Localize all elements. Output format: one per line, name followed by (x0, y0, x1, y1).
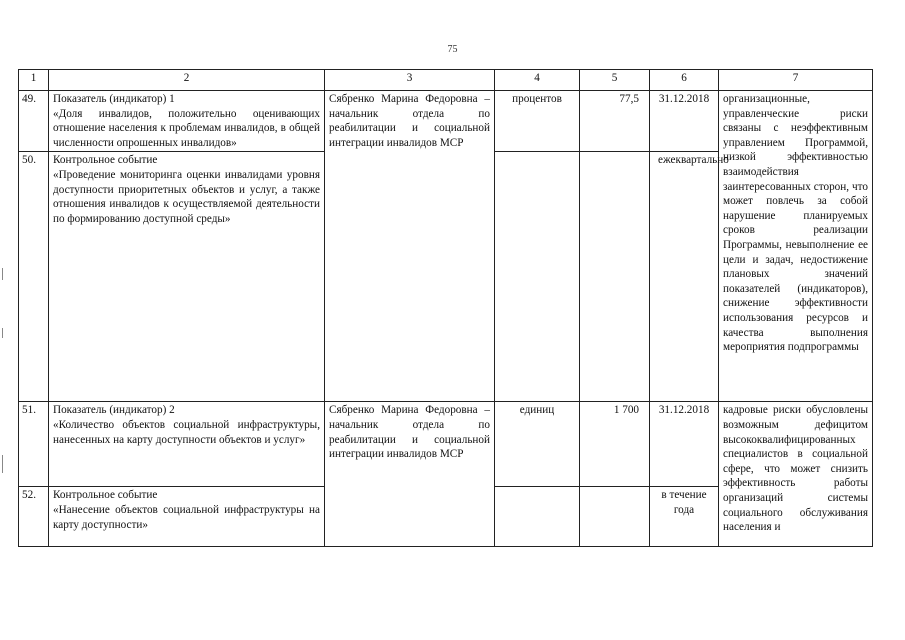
value-cell: 77,5 (580, 91, 650, 152)
margin-mark (2, 268, 3, 280)
deadline-cell: в течение года (650, 487, 719, 547)
deadline-cell: 31.12.2018 (650, 402, 719, 487)
unit-cell: единиц (495, 402, 580, 487)
row-number: 49. (19, 91, 49, 152)
value-cell (580, 152, 650, 402)
table-header-row (19, 70, 873, 91)
row-type: Показатель (индикатор) 1 (53, 93, 175, 105)
value-cell (580, 487, 650, 547)
column-header: 7 (719, 70, 873, 91)
row-text: «Нанесение объектов социальной инфраструктуры на карту доступности» (53, 503, 320, 531)
responsible-person: Сябренко Марина Федоровна – начальник отдела по реабилитации и социальной интеграции инвалидов МСР (325, 91, 495, 402)
table-row (19, 402, 873, 487)
row-description (49, 402, 325, 487)
row-description (49, 91, 325, 152)
column-header: 1 (19, 70, 49, 91)
row-type: Контрольное событие (53, 154, 158, 167)
row-type: Контрольное событие (53, 489, 158, 502)
column-header: 3 (325, 70, 495, 91)
risks-cell: организационные, управленческие риски связаны с неэффективным управлением Программой, низкой эффективностью взаимодействия заинтересованных сторон, что может повлечь за собой нарушение планируемых сроков реализации Программы, невыполнение ее цели и задач, недостижение плановых значений показателей (индикаторов), снижение эффективности использования ресурсов и качества выполнения мероприятия подпрограммы (719, 91, 873, 402)
deadline-cell: 31.12.2018 (650, 91, 719, 152)
row-text: «Проведение мониторинга оценки инвалидами уровня доступности приоритетных объектов и услуг, а также отношения инвалидов к осуществляемой деятельности по формированию доступной среды» (53, 168, 320, 225)
unit-cell: процентов (495, 91, 580, 152)
margin-mark (2, 328, 3, 338)
column-header: 5 (580, 70, 650, 91)
unit-cell (495, 152, 580, 402)
row-description (49, 152, 325, 402)
plan-table (18, 69, 873, 547)
table-row (19, 91, 873, 152)
row-description (49, 487, 325, 547)
row-number: 52. (19, 487, 49, 547)
margin-mark (2, 455, 3, 473)
row-text: «Количество объектов социальной инфраструктуры, нанесенных на карту доступности объектов и услуг» (53, 418, 320, 446)
column-header: 2 (49, 70, 325, 91)
row-text: «Доля инвалидов, положительно оценивающих отношение населения к проблемам инвалидов, в общей численности опрошенных инвалидов» (53, 107, 320, 149)
column-header: 4 (495, 70, 580, 91)
unit-cell (495, 487, 580, 547)
row-number: 50. (19, 152, 49, 402)
page-number: 75 (447, 44, 458, 55)
row-number: 51. (19, 402, 49, 487)
value-cell: 1 700 (580, 402, 650, 487)
responsible-person: Сябренко Марина Федоровна – начальник отдела по реабилитации и социальной интеграции инвалидов МСР (325, 402, 495, 547)
deadline-cell: ежеквартально (650, 152, 719, 402)
row-type: Показатель (индикатор) 2 (53, 404, 175, 417)
risks-cell: кадровые риски обусловлены возможным дефицитом высококвалифицированных специалистов в социальной сфере, что может снизить эффективность работы организаций системы социального обслуживания населения и (719, 402, 873, 547)
column-header: 6 (650, 70, 719, 91)
